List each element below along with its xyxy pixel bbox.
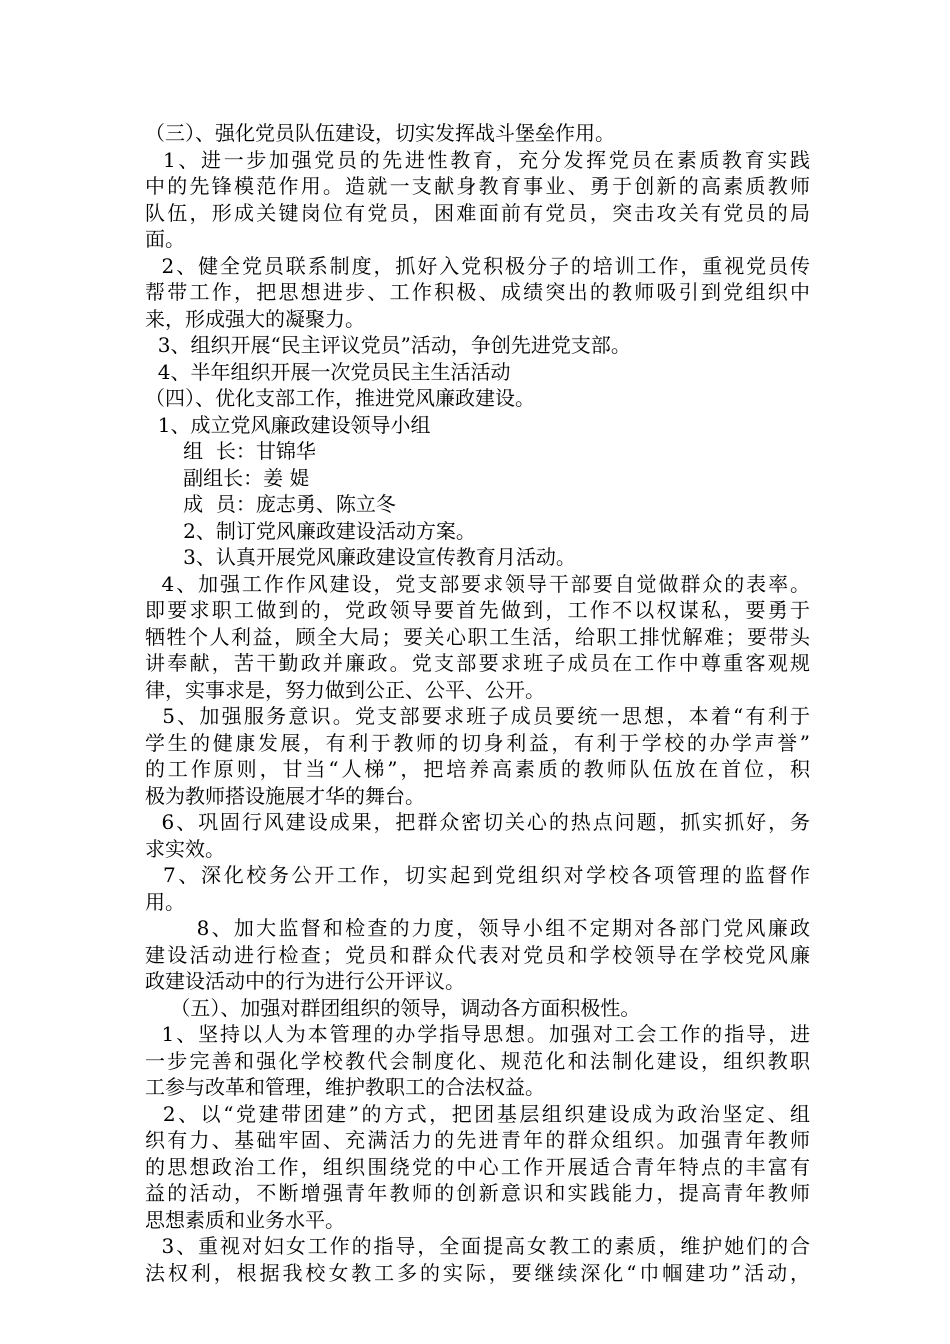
text-line: 中的先锋模范作用。造就一支献身教育事业、勇于创新的高素质教师 <box>145 174 810 198</box>
text-line: 一步完善和强化学校教代会制度化、规范化和法制化建设，组织教职 <box>145 1048 810 1073</box>
text-line: 工参与改革和管理，维护教职工的合法权益。 <box>145 1075 545 1099</box>
text-line: 用。 <box>145 889 185 914</box>
text-line: 学生的健康发展，有利于教师的切身利益，有利于学校的办学声誉” <box>145 730 810 755</box>
text-line: 织有力、基础牢固、充满活力的先进青年的群众组织。加强青年教师 <box>145 1128 810 1152</box>
text-line: 3、认真开展党风廉政建设宣传教育月活动。 <box>145 545 576 569</box>
text-line: 建设活动进行检查；党员和群众代表对党员和学校领导在学校党风廉 <box>145 942 810 967</box>
text-line: 2、制订党风廉政建设活动方案。 <box>145 518 476 543</box>
text-line: 讲奉献，苦干勤政并廉政。党支部要求班子成员在工作中尊重客观规 <box>145 651 810 675</box>
text-line: 组 长：甘锦华 <box>145 439 316 463</box>
text-line: 的工作原则，甘当“人梯”，把培养高素质的教师队伍放在首位，积 <box>145 757 810 781</box>
text-line: （四）、优化支部工作，推进党风廉政建设。 <box>145 386 535 410</box>
text-line: 律，实事求是，努力做到公正、公平、公开。 <box>145 677 545 702</box>
text-line: 3、重视对妇女工作的指导，全面提高女教工的素质，维护她们的合 <box>145 1234 810 1258</box>
text-line: 政建设活动中的行为进行公开评议。 <box>145 969 465 993</box>
text-line: 面。 <box>145 227 185 251</box>
text-line: 帮带工作，把思想进步、工作积极、成绩突出的教师吸引到党组织中 <box>145 280 810 304</box>
text-line: 8、加大监督和检查的力度，领导小组不定期对各部门党风廉政 <box>145 916 810 940</box>
text-line: 1、成立党风廉政建设领导小组 <box>145 412 431 437</box>
text-line: 即要求职工做到的，党政领导要首先做到，工作不以权谋私，要勇于 <box>145 598 810 622</box>
text-line: 极为教师搭设施展才华的舞台。 <box>145 783 425 808</box>
text-line: 4、加强工作作风建设，党支部要求领导干部要自觉做群众的表率。 <box>145 571 810 596</box>
text-line: 2、以“党建带团建”的方式，把团基层组织建设成为政治坚定、组 <box>145 1101 810 1126</box>
text-line: 牺牲个人利益，顾全大局；要关心职工生活，给职工排忧解难；要带头 <box>145 624 810 649</box>
text-line: 来，形成强大的凝聚力。 <box>145 306 365 331</box>
text-line: 队伍，形成关键岗位有党员，困难面前有党员，突击攻关有党员的局 <box>145 200 810 225</box>
text-line: 的思想政治工作，组织围绕党的中心工作开展适合青年特点的丰富有 <box>145 1154 810 1179</box>
text-line: 求实效。 <box>145 836 225 861</box>
text-line: 法权利，根据我校女教工多的实际，要继续深化“巾帼建功”活动， <box>145 1260 810 1285</box>
text-line: 7、深化校务公开工作，切实起到党组织对学校各项管理的监督作 <box>145 863 810 887</box>
text-line: （三）、强化党员队伍建设，切实发挥战斗堡垒作用。 <box>145 121 615 145</box>
text-line: 益的活动，不断增强青年教师的创新意识和实践能力，提高青年教师 <box>145 1181 810 1205</box>
text-line: 3、组织开展“民主评议党员”活动，争创先进党支部。 <box>145 333 631 357</box>
text-line: 5、加强服务意识。党支部要求班子成员要统一思想，本着“有利于 <box>145 704 810 728</box>
text-line: 2、健全党员联系制度，抓好入党积极分子的培训工作，重视党员传 <box>145 253 810 278</box>
text-line: 6、巩固行风建设成果，把群众密切关心的热点问题，抓实抓好，务 <box>145 810 810 834</box>
text-line: 1、进一步加强党员的先进性教育，充分发挥党员在素质教育实践 <box>145 147 810 172</box>
text-line: 4、半年组织开展一次党员民主生活活动 <box>145 359 511 384</box>
text-line: （五）、加强对群团组织的领导，调动各方面积极性。 <box>145 995 641 1020</box>
document-body <box>145 120 810 1286</box>
text-line: 1、坚持以人为本管理的办学指导思想。加强对工会工作的指导，进 <box>145 1022 810 1046</box>
text-line: 思想素质和业务水平。 <box>145 1207 345 1232</box>
text-line: 副组长：姜 媞 <box>145 465 310 490</box>
text-line: 成 员：庞志勇、陈立冬 <box>145 492 396 516</box>
